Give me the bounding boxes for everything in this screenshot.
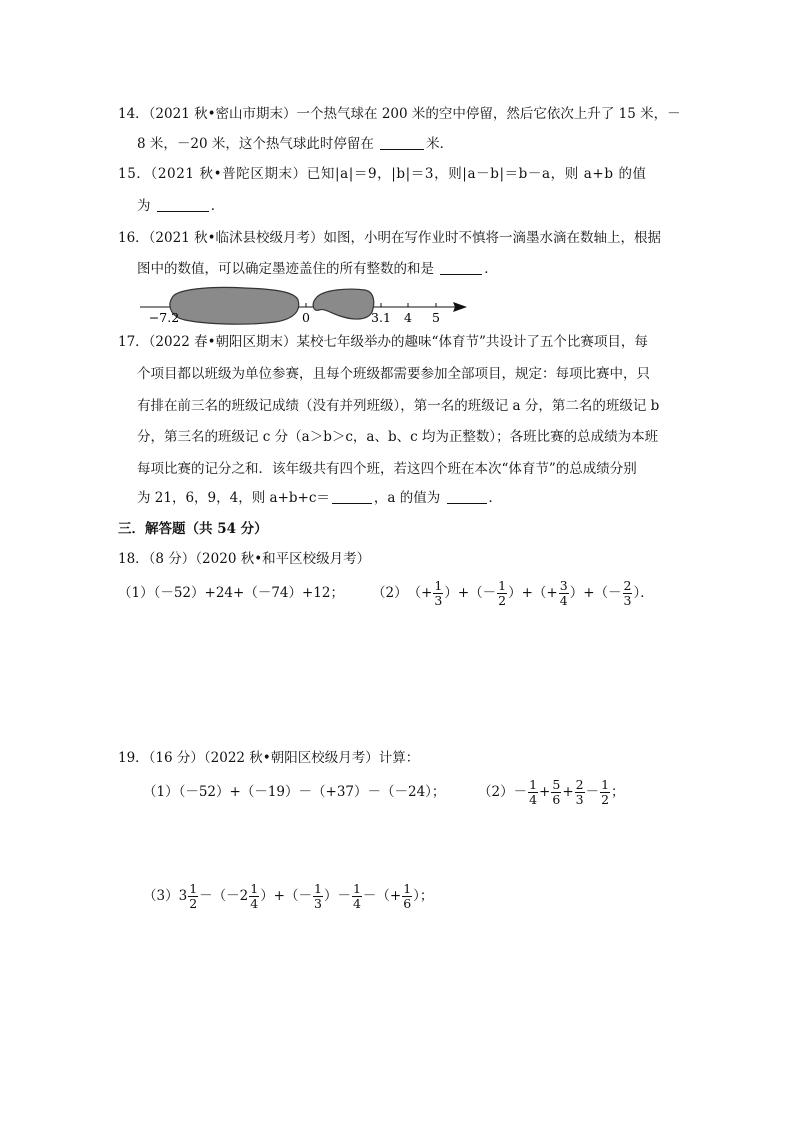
q19-p3-end: ）； [413, 888, 434, 904]
q19-p2-end: ； [611, 784, 625, 800]
q19-p2-op2: + [539, 784, 551, 800]
q14-text-b: 米． [426, 136, 454, 152]
q18-header: 18．（8 分）（2020 秋•和平区校级月考） [118, 551, 371, 567]
q18-f1-den: 3 [434, 592, 443, 608]
q18-fraction-3 [559, 579, 569, 608]
q19-h4-den: 4 [352, 895, 361, 911]
q19-h3 [313, 882, 323, 911]
q17-text-a: 为 21，6，9，4，则 a+b+c＝ [137, 490, 330, 506]
section-heading: 三．解答题（共 54 分） [118, 521, 268, 537]
q18-fraction-1 [433, 579, 443, 608]
q17-text-c: ． [488, 490, 503, 506]
q19-h2-num: 1 [250, 880, 259, 896]
q18-p2-sep1: ）+（－ [444, 585, 497, 601]
q19-part2 [478, 775, 625, 809]
q17-line1: 17．（2022 春•朝阳区期末）某校七年级举办的趣味“体育节”共设计了五个比赛项目，每 [118, 334, 648, 350]
q16-answer-blank[interactable] [440, 260, 482, 275]
q16-line2 [137, 259, 498, 279]
q19-h5 [402, 882, 412, 911]
q19-h4-num: 1 [352, 880, 361, 896]
q19-part3-label: （3） [143, 888, 179, 904]
q19-p3-mid1: －（－2 [199, 888, 249, 904]
q14-line1: 14．（2021 秋•密山市期末）一个热气球在 200 米的空中停留，然后它依次上升了 15 米，－ [118, 106, 681, 122]
q19-part1: （1）（－52）+（－19）－（+37）－（－24）； [143, 784, 446, 800]
number-line-arrow [453, 302, 467, 312]
axis-label-3-1: 3.1 [371, 310, 391, 325]
q14-line2 [137, 134, 453, 154]
q15-text-b: ． [210, 198, 225, 214]
q17-line5: 每项比赛的记分之和．该年级共有四个班，若这四个班在本次“体育节”的总成绩分别 [137, 461, 637, 477]
q18-f2-den: 2 [498, 592, 507, 608]
q18-part2 [372, 576, 654, 610]
q18-p2-open: （+ [407, 585, 433, 601]
q19-h2 [249, 882, 259, 911]
q18-p2-end: ）． [633, 585, 654, 601]
q18-p2-sep2: ）+（+ [508, 585, 558, 601]
q15-line2 [137, 196, 224, 216]
q18-f1-num: 1 [434, 577, 443, 593]
axis-label-4: 4 [404, 310, 412, 325]
q17-answer-blank-sum[interactable] [332, 489, 372, 504]
q14-text-a: 8 米，－20 米，这个热气球此时停留在 [137, 136, 379, 152]
q16-text-a: 图中的数值，可以确定墨迹盖住的所有整数的和是 [137, 261, 439, 277]
q18-f2-num: 1 [498, 577, 507, 593]
q17-line6 [137, 488, 502, 508]
q18-fraction-2 [497, 579, 507, 608]
q17-line2: 个项目都以班级为单位参赛，且每个班级都需要参加全部项目，规定：每项比赛中，只 [137, 366, 650, 382]
q19-h2-den: 4 [250, 895, 259, 911]
q19-h1-den: 2 [189, 895, 198, 911]
q19-header: 19．（16 分）（2022 秋•朝阳区校级月考）计算： [118, 750, 420, 766]
q19-h4 [352, 882, 362, 911]
ink-blot-left [170, 287, 299, 324]
q14-answer-blank[interactable] [380, 135, 424, 150]
q17-text-b: ，a 的值为 [373, 490, 445, 506]
q16-text-b: ． [484, 261, 498, 277]
q19-h3-den: 3 [314, 895, 322, 911]
q17-answer-blank-a[interactable] [447, 489, 487, 504]
q19-h1 [188, 882, 198, 911]
q18-p2-sep3: ）+（－ [569, 585, 622, 601]
q19-g3-den: 3 [575, 791, 584, 807]
axis-label-neg7-2: −7.2 [148, 310, 180, 325]
q19-h5-num: 1 [403, 880, 412, 896]
q19-g3 [575, 778, 585, 807]
q19-p3-mid2: ）+（－ [260, 888, 312, 904]
q19-part3 [143, 879, 433, 913]
q17-line4: 分，第三名的班级记 c 分（a＞b＞c，a、b、c 均为正整数）；各班比赛的总成绩为本班 [137, 429, 659, 445]
q19-p3-mid4: －（+ [362, 888, 402, 904]
q18-f3-den: 4 [559, 592, 568, 608]
q19-p2-op4: － [585, 784, 600, 800]
q15-answer-blank[interactable] [157, 197, 209, 212]
ink-blot-right [313, 289, 374, 319]
q19-g1-den: 4 [529, 791, 538, 807]
q15-line1: 15．（2021 秋•普陀区期末）已知|a|＝9，|b|＝3，则|a－b|＝b－a，则 a+b 的值 [118, 166, 647, 182]
q19-p3-whole: 3 [178, 888, 188, 904]
q19-h3-num: 1 [314, 880, 322, 896]
q19-g1-num: 1 [529, 776, 538, 792]
q19-p2-op3: + [562, 784, 574, 800]
q19-g2-num: 5 [552, 776, 561, 792]
axis-label-5: 5 [432, 310, 440, 325]
q19-g4-den: 2 [601, 791, 610, 807]
q19-h1-num: 1 [189, 880, 198, 896]
q19-g2 [551, 778, 561, 807]
q18-f3-num: 3 [559, 577, 568, 593]
q19-p2-sign1: － [513, 784, 528, 800]
q17-line3: 有排在前三名的班级记成绩（没有并列班级），第一名的班级记 a 分，第二名的班级记 b [137, 398, 660, 414]
q19-g4-num: 1 [601, 776, 610, 792]
number-line-figure [135, 286, 475, 332]
q16-line1: 16．（2021 秋•临沭县校级月考）如图，小明在写作业时不慎将一滴墨水滴在数轴上，根据 [118, 230, 662, 246]
q19-h5-den: 6 [403, 895, 412, 911]
q15-text-a: 为 [137, 198, 155, 214]
q19-g2-den: 6 [552, 791, 561, 807]
axis-label-0: 0 [302, 310, 310, 325]
q19-g3-num: 2 [575, 776, 584, 792]
q19-p3-mid3: ）－ [323, 888, 351, 904]
q18-part2-label: （2） [372, 585, 408, 601]
q18-f4-num: 2 [623, 577, 632, 593]
q18-fraction-4 [623, 579, 633, 608]
q19-g1 [528, 778, 538, 807]
q19-g4 [600, 778, 610, 807]
q18-f4-den: 3 [623, 592, 632, 608]
q19-part2-label: （2） [478, 784, 514, 800]
q18-part1: （1）（－52）+24+（－74）+12； [118, 585, 344, 601]
